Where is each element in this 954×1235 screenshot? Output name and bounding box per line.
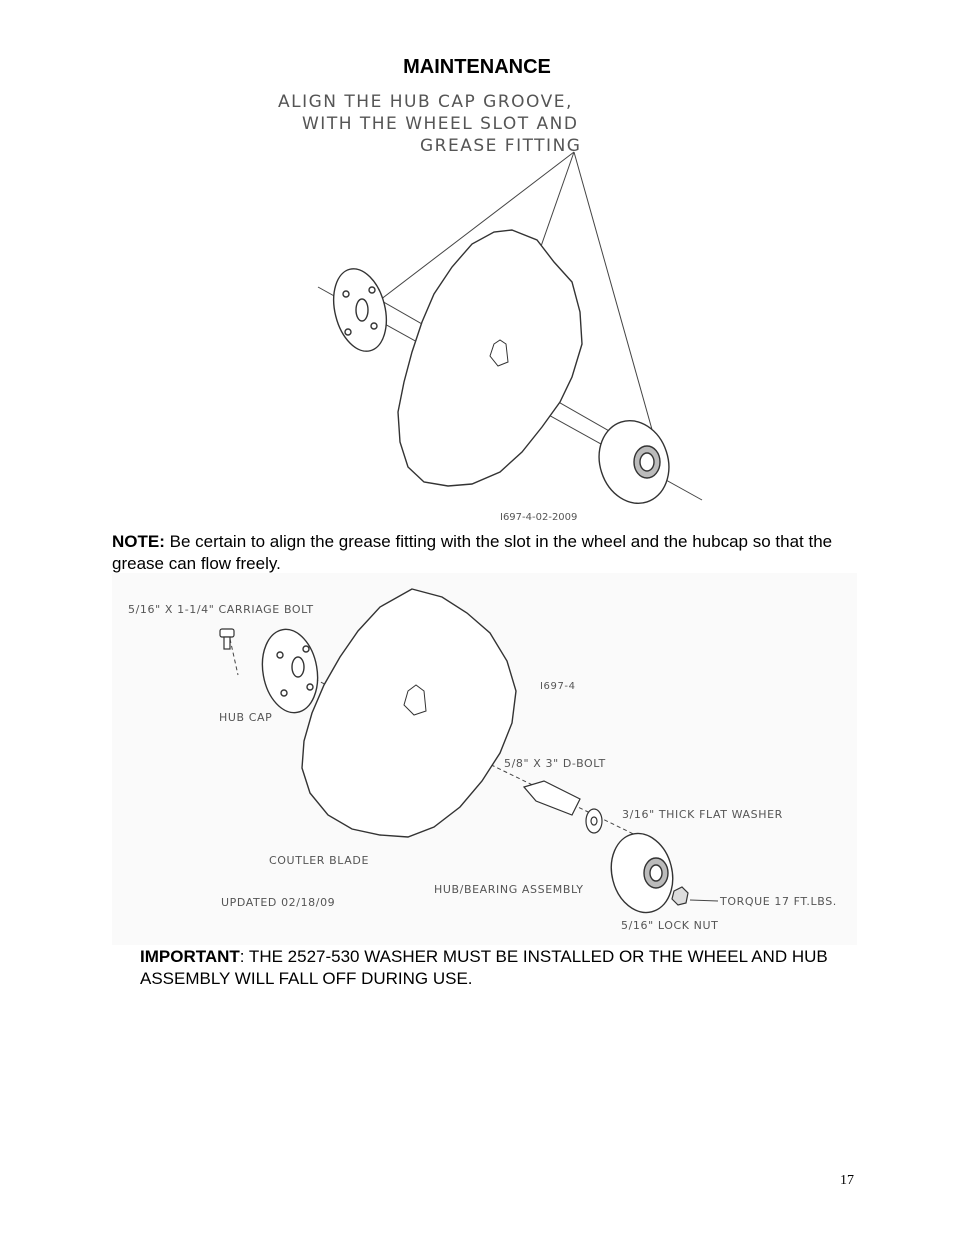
hub-cap-drawing	[326, 263, 395, 357]
important-text: : THE 2527-530 WASHER MUST BE INSTALLED OR THE WHEEL AND HUB ASSEMBLY WILL FALL OFF DURING USE.	[140, 947, 828, 988]
d-bolt-drawing	[524, 781, 580, 815]
coutler-blade-label: COUTLER BLADE	[269, 854, 370, 867]
lock-nut-label: 5/16" LOCK NUT	[621, 919, 719, 932]
note-paragraph	[112, 531, 857, 575]
wheel-alignment-figure	[262, 82, 706, 528]
drawing-id: I697-4-02-2009	[500, 512, 578, 523]
leader-line	[574, 152, 660, 458]
hub-bearing-drawing	[603, 827, 681, 919]
hub-bearing-label: HUB/BEARING ASSEMBLY	[434, 883, 584, 896]
callout-line-2: WITH THE WHEEL SLOT AND	[302, 114, 579, 134]
note-text: Be certain to align the grease fitting with the slot in the wheel and the hubcap so that the grease can flow freely.	[112, 532, 833, 573]
carriage-bolt-label: 5/16" X 1-1/4" CARRIAGE BOLT	[128, 603, 314, 616]
page-title: MAINTENANCE	[403, 56, 551, 78]
torque-leader	[690, 900, 718, 901]
exploded-assembly-figure	[112, 573, 857, 945]
callout-line-1: ALIGN THE HUB CAP GROOVE,	[278, 92, 573, 112]
drawing-id: I697-4	[540, 681, 576, 692]
callout-line-3: GREASE FITTING	[420, 136, 582, 156]
alignment-callout	[278, 92, 581, 156]
coulter-blade-drawing	[398, 230, 582, 486]
lock-nut-drawing	[672, 887, 688, 905]
updated-label: UPDATED 02/18/09	[221, 896, 336, 909]
hub-cap-drawing	[256, 625, 324, 717]
page-number: 17	[840, 1173, 854, 1188]
flat-washer-drawing	[586, 809, 602, 833]
important-label: IMPORTANT	[140, 947, 240, 966]
note-label: NOTE:	[112, 532, 165, 551]
coulter-blade-drawing	[302, 589, 516, 837]
d-bolt-label: 5/8" X 3" D-BOLT	[504, 757, 606, 770]
bolt-centerline	[230, 639, 238, 675]
hub-cap-label: HUB CAP	[219, 711, 273, 724]
important-paragraph	[140, 946, 830, 990]
flat-washer-label: 3/16" THICK FLAT WASHER	[622, 808, 783, 821]
torque-label: TORQUE 17 FT.LBS.	[720, 895, 837, 908]
